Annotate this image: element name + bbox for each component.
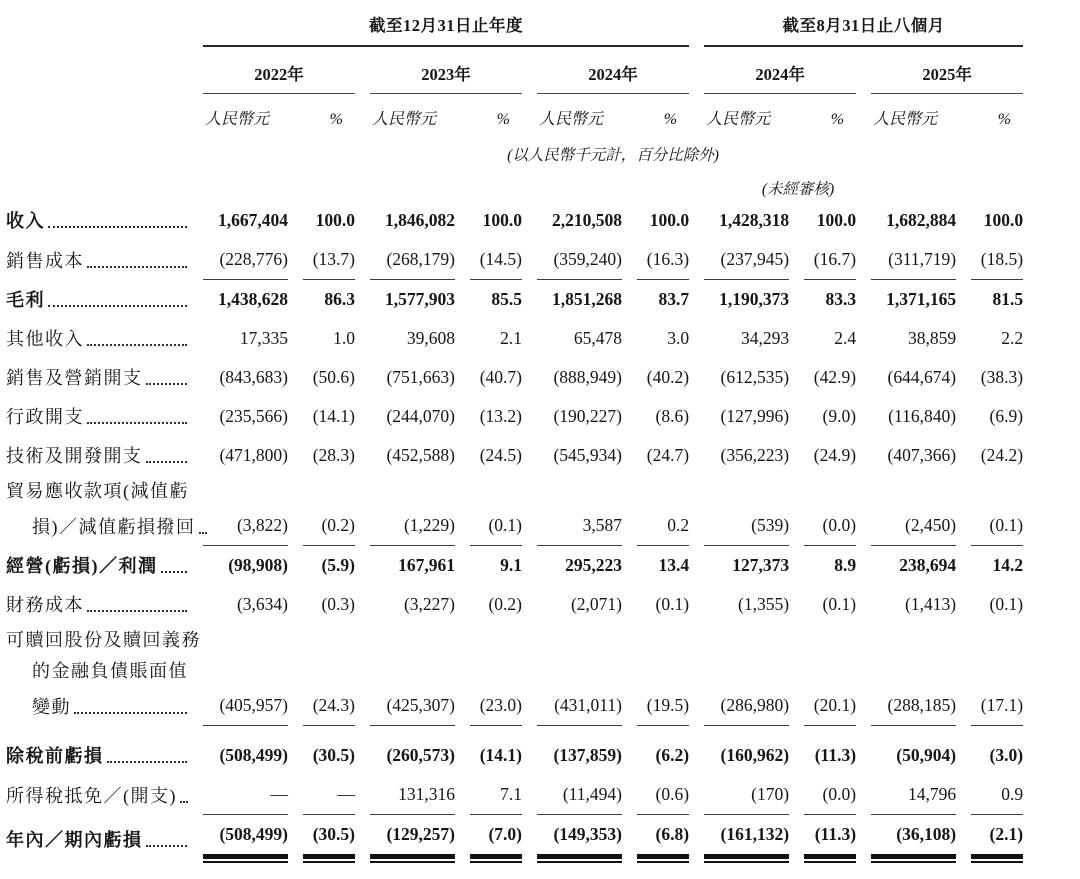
row-label-text: 銷售及營銷開支 bbox=[6, 368, 143, 388]
header-spacer bbox=[871, 167, 1023, 201]
table-row bbox=[6, 775, 1023, 815]
header-spacer bbox=[6, 47, 188, 94]
table-row bbox=[6, 397, 1023, 436]
row-label-text: 經營(虧損)／利潤 bbox=[6, 556, 158, 576]
value-cell: (30.5) bbox=[312, 745, 355, 765]
value-cell: 1,682,884 bbox=[886, 210, 957, 230]
value-cell: 2.4 bbox=[834, 328, 857, 348]
value-cell: (7.0) bbox=[470, 815, 522, 859]
row-label bbox=[6, 358, 188, 397]
rmb-column-label: 人民幣元 bbox=[372, 111, 437, 128]
dot-leader bbox=[87, 344, 187, 346]
value-cell: (508,499) bbox=[219, 745, 288, 765]
value-cell bbox=[804, 475, 856, 506]
value-cell: (843,683) bbox=[219, 367, 288, 387]
value-cell bbox=[470, 655, 522, 686]
value-cell: (545,934) bbox=[553, 445, 622, 465]
year-2024-header: 2024年 bbox=[537, 47, 689, 94]
value-cell: (50.6) bbox=[312, 367, 355, 387]
value-cell: (0.1) bbox=[655, 594, 690, 614]
units-note: (以人民幣千元計，百分比除外) bbox=[507, 147, 719, 164]
value-cell: (127,996) bbox=[720, 406, 790, 426]
period-group-eight-months: 截至8月31日止八個月 bbox=[704, 6, 1023, 47]
value-cell: (14.1) bbox=[312, 406, 355, 426]
value-cell: 1,851,268 bbox=[552, 289, 622, 309]
value-cell bbox=[637, 624, 689, 655]
units-note-row bbox=[6, 133, 1023, 167]
table-row bbox=[6, 280, 1023, 319]
value-cell bbox=[637, 475, 689, 506]
value-cell: 39,608 bbox=[406, 328, 455, 348]
value-cell: 3.0 bbox=[667, 328, 690, 348]
value-cell: (888,949) bbox=[553, 367, 622, 387]
dot-leader bbox=[146, 461, 188, 463]
value-cell: 2.1 bbox=[500, 328, 522, 348]
row-label bbox=[6, 280, 188, 319]
value-cell: 81.5 bbox=[992, 289, 1024, 309]
value-cell: (19.5) bbox=[637, 686, 689, 726]
value-cell bbox=[971, 475, 1023, 506]
value-cell: 1,577,903 bbox=[385, 289, 455, 309]
value-cell: 1,667,404 bbox=[218, 210, 288, 230]
year-2024-interim-header: 2024年 bbox=[704, 47, 856, 94]
value-cell bbox=[470, 624, 522, 655]
value-cell: 3,587 bbox=[537, 506, 622, 546]
row-label-text: 貿易應收款項(減值虧 bbox=[6, 481, 189, 501]
value-cell bbox=[871, 624, 956, 655]
row-label-text: 收入 bbox=[6, 211, 45, 231]
value-cell: (286,980) bbox=[704, 686, 789, 726]
table-row bbox=[6, 201, 1023, 240]
value-cell: (644,674) bbox=[887, 367, 957, 387]
dot-leader bbox=[74, 712, 187, 714]
value-cell: 0.9 bbox=[971, 775, 1023, 815]
unaudited-note: (未經審核) bbox=[761, 181, 835, 198]
value-cell: 2,210,508 bbox=[552, 210, 622, 230]
value-cell: 2.2 bbox=[1001, 328, 1024, 348]
row-label-text: 行政開支 bbox=[6, 407, 84, 427]
period-group-annual: 截至12月31日止年度 bbox=[203, 6, 689, 47]
value-cell: 0.2 bbox=[637, 506, 689, 546]
value-cell: (24.3) bbox=[303, 686, 355, 726]
value-cell: 1,371,165 bbox=[886, 289, 957, 309]
value-cell bbox=[370, 624, 455, 655]
table-row bbox=[6, 624, 1023, 655]
table-header bbox=[6, 6, 1023, 201]
value-cell bbox=[203, 624, 288, 655]
value-cell: 65,478 bbox=[573, 328, 622, 348]
table-row bbox=[6, 436, 1023, 475]
value-cell: (1,355) bbox=[738, 594, 790, 614]
header-spacer bbox=[6, 133, 188, 167]
row-label-text: 毛利 bbox=[6, 290, 45, 310]
value-cell: 1,428,318 bbox=[719, 210, 790, 230]
value-cell: 38,859 bbox=[907, 328, 957, 348]
table-row bbox=[6, 475, 1023, 506]
value-cell: (13.2) bbox=[479, 406, 522, 426]
value-cell: (539) bbox=[704, 506, 789, 546]
value-cell bbox=[370, 475, 455, 506]
row-label bbox=[6, 319, 188, 358]
value-cell: (16.7) bbox=[804, 240, 856, 280]
value-cell: 238,694 bbox=[899, 555, 957, 575]
dot-leader bbox=[87, 422, 187, 424]
value-cell: (13.7) bbox=[303, 240, 355, 280]
value-cell: 34,293 bbox=[740, 328, 790, 348]
period-group-row bbox=[6, 6, 1023, 47]
table-row bbox=[6, 655, 1023, 686]
value-cell: 1,438,628 bbox=[218, 289, 288, 309]
value-cell bbox=[370, 655, 455, 686]
value-cell: (0.0) bbox=[804, 506, 856, 546]
value-cell: (228,776) bbox=[203, 240, 288, 280]
value-cell bbox=[303, 655, 355, 686]
value-cell: (3,227) bbox=[403, 594, 455, 614]
value-cell: (235,566) bbox=[219, 406, 288, 426]
dot-leader bbox=[180, 801, 188, 803]
value-cell: (0.3) bbox=[321, 594, 355, 614]
value-cell bbox=[203, 475, 288, 506]
value-cell bbox=[637, 655, 689, 686]
row-label bbox=[6, 201, 188, 240]
row-label bbox=[6, 240, 188, 280]
value-cell: (6.9) bbox=[989, 406, 1024, 426]
value-cell: (98,908) bbox=[228, 555, 288, 575]
row-label bbox=[6, 815, 188, 859]
value-cell bbox=[704, 624, 789, 655]
value-cell: (3,634) bbox=[236, 594, 288, 614]
row-label bbox=[6, 624, 201, 655]
value-cell: (24.2) bbox=[980, 445, 1024, 465]
row-label-text: 其他收入 bbox=[6, 329, 84, 349]
value-cell: (23.0) bbox=[470, 686, 522, 726]
value-cell: (0.2) bbox=[303, 506, 355, 546]
value-cell: (149,353) bbox=[537, 815, 622, 859]
header-spacer bbox=[6, 6, 188, 47]
dot-leader bbox=[48, 226, 187, 228]
header-spacer bbox=[203, 167, 689, 201]
value-cell: (18.5) bbox=[971, 240, 1023, 280]
value-cell: (268,179) bbox=[370, 240, 455, 280]
value-cell bbox=[303, 624, 355, 655]
value-cell bbox=[871, 655, 956, 686]
value-cell bbox=[203, 655, 288, 686]
value-cell: (40.2) bbox=[646, 367, 690, 387]
value-cell: (3.0) bbox=[989, 745, 1024, 765]
value-cell: (6.8) bbox=[637, 815, 689, 859]
value-cell bbox=[537, 475, 622, 506]
value-cell: (0.6) bbox=[637, 775, 689, 815]
percent-column-label: % bbox=[830, 111, 845, 128]
table-body bbox=[6, 201, 1023, 859]
unaudited-row bbox=[6, 167, 1023, 201]
dot-leader bbox=[199, 532, 207, 534]
value-cell: (1,413) bbox=[905, 594, 957, 614]
rmb-column-label: 人民幣元 bbox=[539, 111, 604, 128]
table-row bbox=[6, 240, 1023, 280]
dot-leader bbox=[107, 761, 188, 763]
value-cell: (11.3) bbox=[814, 745, 857, 765]
value-cell: (42.9) bbox=[813, 367, 857, 387]
value-cell bbox=[470, 475, 522, 506]
table-row bbox=[6, 546, 1023, 585]
year-row bbox=[6, 47, 1023, 94]
value-cell bbox=[537, 624, 622, 655]
value-cell: (14.5) bbox=[470, 240, 522, 280]
row-label bbox=[6, 397, 188, 436]
table-row bbox=[6, 319, 1023, 358]
value-cell: (8.6) bbox=[655, 406, 690, 426]
value-cell: (24.7) bbox=[646, 445, 690, 465]
value-cell: (40.7) bbox=[479, 367, 522, 387]
value-cell: (20.1) bbox=[804, 686, 856, 726]
row-label-text: 技術及開發開支 bbox=[6, 446, 143, 466]
rmb-column-label: 人民幣元 bbox=[706, 111, 771, 128]
value-cell: (431,011) bbox=[537, 686, 622, 726]
value-cell: (0.2) bbox=[488, 594, 522, 614]
value-cell bbox=[871, 475, 956, 506]
value-cell: 295,223 bbox=[565, 555, 622, 575]
value-cell: 7.1 bbox=[470, 775, 522, 815]
row-label bbox=[6, 436, 188, 475]
row-label bbox=[6, 726, 188, 775]
table-row bbox=[6, 815, 1023, 859]
value-cell: (407,366) bbox=[887, 445, 957, 465]
row-label-text: 除稅前虧損 bbox=[6, 746, 104, 766]
unit-row bbox=[6, 94, 1023, 133]
percent-column-label: % bbox=[496, 111, 510, 128]
value-cell: 13.4 bbox=[658, 555, 690, 575]
value-cell: (0.1) bbox=[989, 594, 1024, 614]
value-cell: 100.0 bbox=[816, 210, 857, 230]
row-label bbox=[6, 686, 188, 726]
row-label-text: 銷售成本 bbox=[6, 251, 84, 271]
value-cell: 100.0 bbox=[649, 210, 690, 230]
value-cell: (14.1) bbox=[479, 745, 522, 765]
value-cell: (161,132) bbox=[704, 815, 789, 859]
year-2025-interim-header: 2025年 bbox=[871, 47, 1023, 94]
value-cell: (452,588) bbox=[386, 445, 455, 465]
value-cell: (160,962) bbox=[720, 745, 790, 765]
table-row bbox=[6, 726, 1023, 775]
value-cell: (471,800) bbox=[219, 445, 288, 465]
value-cell: (170) bbox=[704, 775, 789, 815]
value-cell: (751,663) bbox=[386, 367, 455, 387]
value-cell: 83.7 bbox=[658, 289, 690, 309]
value-cell: 100.0 bbox=[315, 210, 355, 230]
row-label-text: 年內／期內虧損 bbox=[6, 830, 143, 850]
dot-leader bbox=[87, 610, 187, 612]
value-cell: 1.0 bbox=[333, 328, 355, 348]
row-label-text: 損)／減值虧損撥回 bbox=[32, 517, 196, 537]
value-cell: (0.1) bbox=[971, 506, 1023, 546]
value-cell: (2.1) bbox=[971, 815, 1023, 859]
value-cell: 85.5 bbox=[491, 289, 522, 309]
value-cell: — bbox=[303, 775, 355, 815]
value-cell: (356,223) bbox=[720, 445, 790, 465]
value-cell: 14,796 bbox=[871, 775, 956, 815]
year-2022-header: 2022年 bbox=[203, 47, 355, 94]
rmb-column-label: 人民幣元 bbox=[205, 111, 270, 128]
value-cell: (3,822) bbox=[203, 506, 288, 546]
year-2023-header: 2023年 bbox=[370, 47, 522, 94]
value-cell: 17,335 bbox=[239, 328, 288, 348]
value-cell: (508,499) bbox=[203, 815, 288, 859]
row-label bbox=[6, 655, 188, 686]
table-row bbox=[6, 585, 1023, 624]
percent-column-label: % bbox=[663, 111, 678, 128]
income-statement-table bbox=[0, 6, 1038, 859]
value-cell: (0.1) bbox=[822, 594, 857, 614]
value-cell: (0.0) bbox=[804, 775, 856, 815]
row-label bbox=[6, 546, 188, 585]
value-cell: (190,227) bbox=[553, 406, 622, 426]
value-cell: (0.1) bbox=[470, 506, 522, 546]
dot-leader bbox=[48, 305, 187, 307]
value-cell: 14.2 bbox=[992, 555, 1024, 575]
dot-leader bbox=[146, 845, 188, 847]
value-cell: (137,859) bbox=[553, 745, 622, 765]
value-cell: (288,185) bbox=[871, 686, 956, 726]
value-cell: (237,945) bbox=[704, 240, 789, 280]
value-cell: (260,573) bbox=[386, 745, 455, 765]
percent-column-label: % bbox=[997, 111, 1012, 128]
value-cell: (36,108) bbox=[871, 815, 956, 859]
value-cell: (16.3) bbox=[637, 240, 689, 280]
dot-leader bbox=[146, 383, 188, 385]
row-label-text: 的金融負債賬面值 bbox=[32, 661, 188, 681]
table-row bbox=[6, 686, 1023, 726]
value-cell: — bbox=[203, 775, 288, 815]
value-cell: (2,071) bbox=[570, 594, 622, 614]
value-cell: (405,957) bbox=[203, 686, 288, 726]
header-spacer bbox=[6, 94, 188, 133]
rmb-column-label: 人民幣元 bbox=[873, 111, 938, 128]
row-label bbox=[6, 506, 196, 546]
value-cell: (5.9) bbox=[321, 555, 355, 575]
value-cell: (244,070) bbox=[386, 406, 455, 426]
dot-leader bbox=[87, 266, 187, 268]
value-cell bbox=[804, 624, 856, 655]
value-cell: (11.3) bbox=[804, 815, 856, 859]
row-label-text: 可贖回股份及贖回義務 bbox=[6, 630, 201, 650]
table-row bbox=[6, 506, 1023, 546]
value-cell: (11,494) bbox=[537, 775, 622, 815]
value-cell: 9.1 bbox=[500, 555, 522, 575]
value-cell: (129,257) bbox=[370, 815, 455, 859]
value-cell: (2,450) bbox=[871, 506, 956, 546]
value-cell: (311,719) bbox=[871, 240, 956, 280]
value-cell bbox=[537, 655, 622, 686]
value-cell: (425,307) bbox=[370, 686, 455, 726]
row-label-text: 變動 bbox=[32, 697, 71, 717]
value-cell: 83.3 bbox=[825, 289, 857, 309]
row-label bbox=[6, 585, 188, 624]
value-cell: (1,229) bbox=[370, 506, 455, 546]
value-cell: (24.9) bbox=[813, 445, 857, 465]
value-cell: (359,240) bbox=[537, 240, 622, 280]
value-cell: 86.3 bbox=[324, 289, 355, 309]
value-cell: 131,316 bbox=[370, 775, 455, 815]
value-cell: 100.0 bbox=[482, 210, 522, 230]
value-cell: (30.5) bbox=[303, 815, 355, 859]
value-cell: (50,904) bbox=[896, 745, 957, 765]
value-cell: (6.2) bbox=[655, 745, 690, 765]
value-cell: (17.1) bbox=[971, 686, 1023, 726]
row-label bbox=[6, 775, 188, 815]
value-cell: (28.3) bbox=[312, 445, 355, 465]
header-spacer bbox=[6, 167, 188, 201]
value-cell: (9.0) bbox=[822, 406, 857, 426]
value-cell: (24.5) bbox=[479, 445, 522, 465]
dot-leader bbox=[161, 571, 188, 573]
value-cell: 127,373 bbox=[732, 555, 790, 575]
row-label-text: 所得稅抵免／(開支) bbox=[6, 786, 177, 806]
table-row bbox=[6, 358, 1023, 397]
value-cell: 8.9 bbox=[834, 555, 857, 575]
value-cell bbox=[303, 475, 355, 506]
row-label bbox=[6, 475, 188, 506]
value-cell: 100.0 bbox=[983, 210, 1024, 230]
value-cell: 167,961 bbox=[398, 555, 455, 575]
value-cell bbox=[804, 655, 856, 686]
value-cell: 1,190,373 bbox=[719, 289, 790, 309]
row-label-text: 財務成本 bbox=[6, 595, 84, 615]
value-cell bbox=[971, 655, 1023, 686]
value-cell bbox=[971, 624, 1023, 655]
value-cell: 1,846,082 bbox=[385, 210, 455, 230]
value-cell bbox=[704, 655, 789, 686]
value-cell bbox=[704, 475, 789, 506]
value-cell: (612,535) bbox=[720, 367, 790, 387]
value-cell: (38.3) bbox=[980, 367, 1024, 387]
percent-column-label: % bbox=[329, 111, 343, 128]
value-cell: (116,840) bbox=[888, 406, 957, 426]
